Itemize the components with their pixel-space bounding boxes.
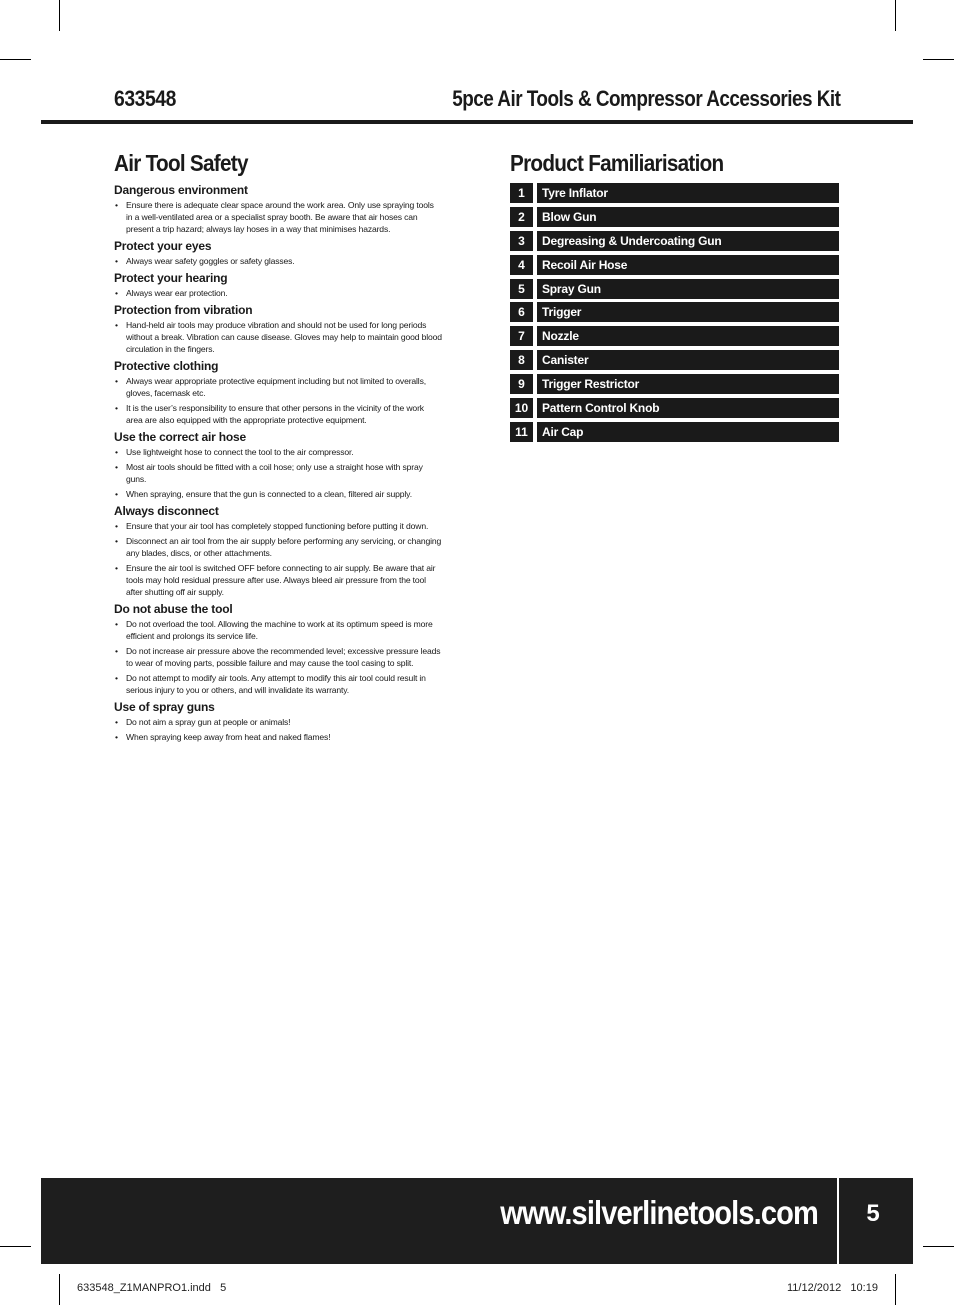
parts-title: Product Familiarisation	[510, 150, 724, 176]
bullet-icon: •	[115, 403, 118, 413]
safety-bullet-text: Ensure there is adequate clear space around the work area. Only use spraying tools in a well-ventilated area or a specialist spray booth. Be aware that air hoses can present a trip hazard; always lay hoses in a way that minimises hazards.	[126, 200, 434, 234]
part-row	[510, 350, 840, 370]
safety-heading: Use of spray guns	[114, 700, 215, 714]
safety-bullet-text: Always wear appropriate protective equipment including but not limited to overalls, gloves, facemask etc.	[126, 376, 426, 398]
safety-heading: Protection from vibration	[114, 303, 253, 317]
bullet-icon: •	[115, 619, 118, 629]
part-row	[510, 279, 840, 299]
part-name: Trigger	[537, 302, 839, 322]
part-row	[510, 231, 840, 251]
product-title: 5pce Air Tools & Compressor Accessories Kit	[451, 86, 840, 111]
safety-bullet	[114, 402, 442, 426]
crop-mark	[59, 1274, 60, 1305]
part-name: Canister	[537, 350, 839, 370]
crop-mark	[923, 59, 954, 60]
crop-mark	[895, 0, 896, 31]
part-number: 8	[510, 350, 533, 370]
safety-bullet-text: Do not attempt to modify air tools. Any attempt to modify this air tool could result in serious injury to you or others, and will invalidate its warranty.	[126, 673, 426, 695]
safety-bullet-text: Do not aim a spray gun at people or animals!	[126, 717, 291, 727]
safety-bullet-text: Most air tools should be fitted with a coil hose; only use a straight hose with spray guns.	[126, 462, 423, 484]
bullet-icon: •	[115, 376, 118, 386]
safety-bullet-text: Ensure the air tool is switched OFF before connecting to air supply. Be aware that air tools may hold residual pressure after use. Always bleed air pressure from the tool after shutting off air supply.	[126, 563, 436, 597]
safety-bullet	[114, 461, 442, 485]
safety-bullet	[114, 716, 442, 728]
part-row	[510, 398, 840, 418]
part-number: 7	[510, 326, 533, 346]
product-code: 633548	[114, 86, 176, 111]
safety-bullet-text: Do not increase air pressure above the recommended level; excessive pressure leads to wear of moving parts, possible failure and may cause the tool casing to split.	[126, 646, 441, 668]
part-number: 4	[510, 255, 533, 275]
safety-bullet	[114, 446, 442, 458]
safety-bullet	[114, 562, 442, 598]
safety-heading: Do not abuse the tool	[114, 602, 233, 616]
safety-bullet	[114, 488, 442, 500]
safety-bullet	[114, 375, 442, 399]
safety-bullet-text: Always wear safety goggles or safety glasses.	[126, 256, 295, 266]
part-number: 5	[510, 279, 533, 299]
crop-mark	[923, 1246, 954, 1247]
safety-bullet-text: Hand-held air tools may produce vibration and should not be used for long periods without a break. Vibration can cause disease. Gloves may help to maintain good blood circulation in the fingers.	[126, 320, 442, 354]
crop-mark	[0, 59, 31, 60]
safety-section	[114, 700, 442, 743]
part-name: Nozzle	[537, 326, 839, 346]
crop-mark	[895, 1274, 896, 1305]
crop-mark	[59, 0, 60, 31]
safety-bullet-text: Ensure that your air tool has completely stopped functioning before putting it down.	[126, 521, 429, 531]
safety-bullet	[114, 319, 442, 355]
bullet-icon: •	[115, 536, 118, 546]
safety-heading: Dangerous environment	[114, 183, 248, 197]
safety-bullet	[114, 672, 442, 696]
bullet-icon: •	[115, 200, 118, 210]
bullet-icon: •	[115, 256, 118, 266]
safety-section	[114, 504, 442, 598]
bullet-icon: •	[115, 462, 118, 472]
crop-mark	[0, 1246, 31, 1247]
bullet-icon: •	[115, 717, 118, 727]
part-name: Recoil Air Hose	[537, 255, 839, 275]
safety-bullet	[114, 535, 442, 559]
bullet-icon: •	[115, 489, 118, 499]
bullet-icon: •	[115, 732, 118, 742]
page-header	[114, 86, 840, 116]
safety-bullet	[114, 618, 442, 642]
safety-bullet-text: Use lightweight hose to connect the tool to the air compressor.	[126, 447, 354, 457]
safety-bullet	[114, 520, 442, 532]
part-number: 6	[510, 302, 533, 322]
safety-bullet-text: When spraying, ensure that the gun is connected to a clean, filtered air supply.	[126, 489, 412, 499]
bullet-icon: •	[115, 521, 118, 531]
safety-column	[114, 150, 442, 747]
part-row	[510, 422, 840, 442]
safety-bullet	[114, 731, 442, 743]
safety-section	[114, 239, 442, 267]
safety-bullet	[114, 255, 442, 267]
safety-section	[114, 602, 442, 696]
safety-bullet	[114, 645, 442, 669]
part-row	[510, 374, 840, 394]
bullet-icon: •	[115, 447, 118, 457]
safety-heading: Protect your hearing	[114, 271, 228, 285]
part-row	[510, 207, 840, 227]
part-name: Trigger Restrictor	[537, 374, 839, 394]
footer-bar	[41, 1178, 913, 1264]
part-row	[510, 255, 840, 275]
safety-section	[114, 271, 442, 299]
slug-file: 633548_Z1MANPRO1.indd 5	[77, 1282, 227, 1294]
part-number: 10	[510, 398, 533, 418]
safety-bullet-text: It is the user’s responsibility to ensure that other persons in the vicinity of the work area are also equipped with the appropriate protective equipment.	[126, 403, 424, 425]
part-number: 9	[510, 374, 533, 394]
parts-list	[510, 183, 840, 442]
part-name: Air Cap	[537, 422, 839, 442]
safety-bullet-text: Disconnect an air tool from the air supply before performing any servicing, or changing any blades, discs, or other attachments.	[126, 536, 442, 558]
part-row	[510, 326, 840, 346]
part-number: 2	[510, 207, 533, 227]
safety-section	[114, 430, 442, 500]
part-number: 1	[510, 183, 533, 203]
bullet-icon: •	[115, 320, 118, 330]
part-name: Blow Gun	[537, 207, 839, 227]
safety-bullet-text: Do not overload the tool. Allowing the machine to work at its optimum speed is more efficient and prolongs its service life.	[126, 619, 433, 641]
website-url: www.silverlinetools.com	[500, 1194, 818, 1231]
safety-bullet-text: When spraying keep away from heat and naked flames!	[126, 732, 331, 742]
slug-datetime: 11/12/2012 10:19	[787, 1282, 878, 1294]
safety-sections	[114, 183, 442, 743]
safety-title: Air Tool Safety	[114, 150, 248, 176]
safety-heading: Protect your eyes	[114, 239, 212, 253]
page-number: 5	[866, 1200, 880, 1227]
footer-divider	[837, 1178, 839, 1264]
parts-column	[510, 150, 840, 446]
bullet-icon: •	[115, 563, 118, 573]
part-name: Spray Gun	[537, 279, 839, 299]
part-name: Pattern Control Knob	[537, 398, 839, 418]
part-row	[510, 302, 840, 322]
part-number: 3	[510, 231, 533, 251]
safety-bullet	[114, 287, 442, 299]
bullet-icon: •	[115, 646, 118, 656]
safety-bullet	[114, 199, 442, 235]
bullet-icon: •	[115, 288, 118, 298]
header-rule	[41, 120, 913, 124]
bullet-icon: •	[115, 673, 118, 683]
part-row	[510, 183, 840, 203]
safety-bullet-text: Always wear ear protection.	[126, 288, 228, 298]
part-name: Tyre Inflator	[537, 183, 839, 203]
safety-heading: Use the correct air hose	[114, 430, 246, 444]
safety-section	[114, 183, 442, 235]
part-number: 11	[510, 422, 533, 442]
safety-heading: Protective clothing	[114, 359, 219, 373]
safety-section	[114, 359, 442, 426]
safety-section	[114, 303, 442, 355]
part-name: Degreasing & Undercoating Gun	[537, 231, 839, 251]
safety-heading: Always disconnect	[114, 504, 219, 518]
